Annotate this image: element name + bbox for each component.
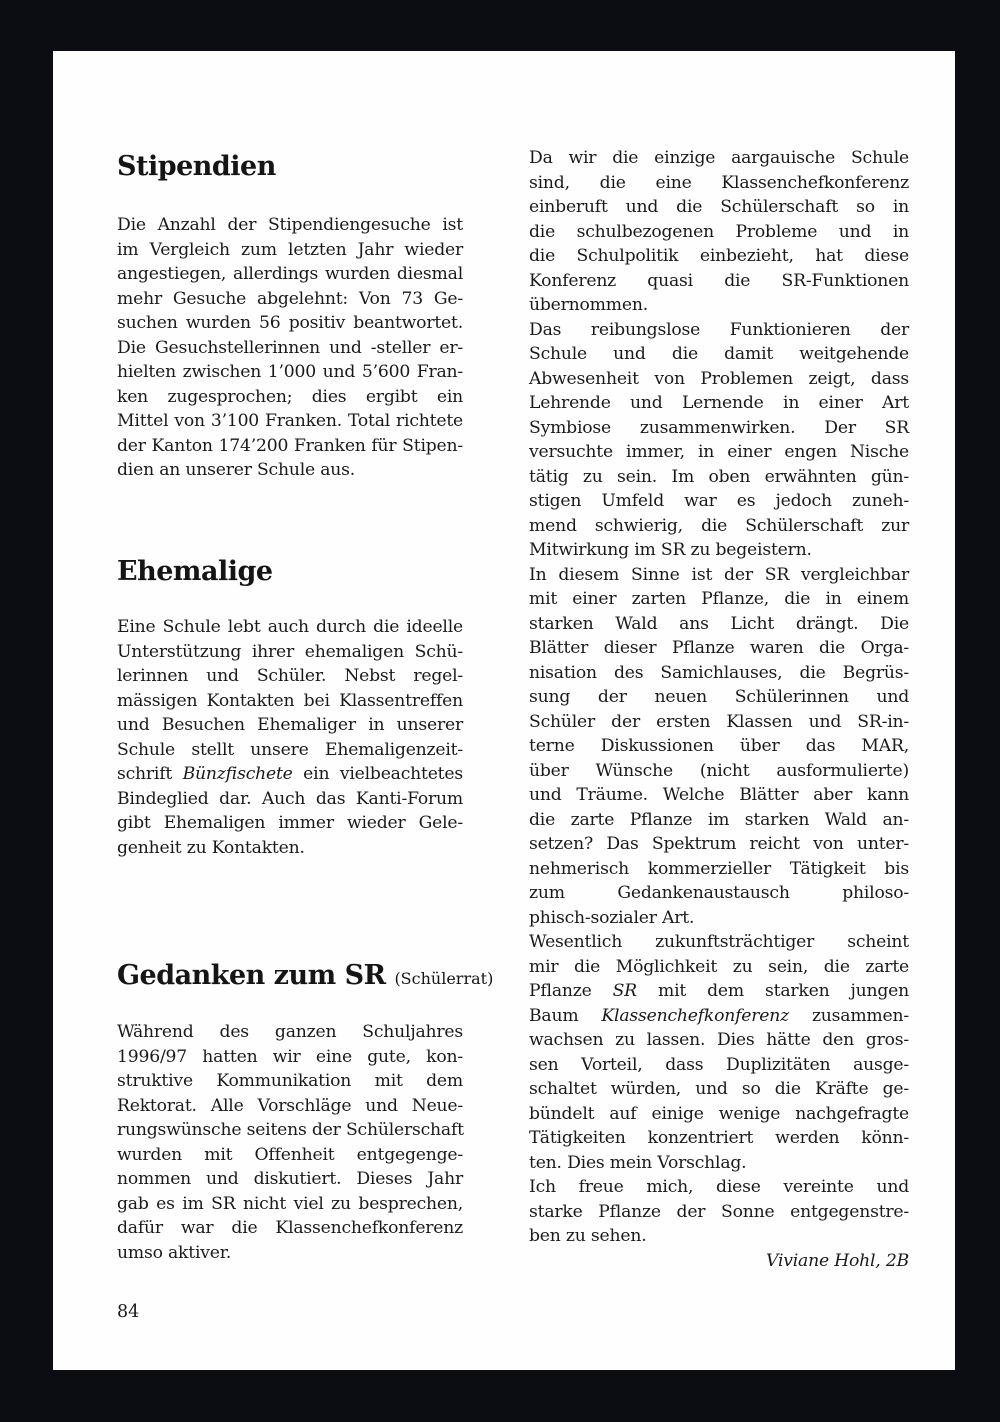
document-page [53, 51, 955, 1370]
heading-subtitle: (Schülerrat) [394, 969, 494, 988]
text-line: Die Anzahl der Stipendiengesuche ist [117, 215, 463, 235]
text-run: Baum [529, 1005, 602, 1026]
text-line: nehmerisch kommerzieller Tätigkeit bis [529, 858, 909, 879]
text-line: Unterstützung ihrer ehemaligen Schü- [117, 641, 463, 662]
text-line: und Träume. Welche Blätter aber kann [529, 785, 909, 805]
text-line: Abwesenheit von Problemen zeigt, dass [529, 368, 909, 389]
text-line: genheit zu Kontakten. [117, 837, 305, 858]
text-line: übernommen. [529, 295, 648, 315]
text-line: Mitwirkung im SR zu begeistern. [529, 540, 812, 560]
section-heading-ehemalige: Ehemalige [117, 556, 273, 587]
text-line: ben zu sehen. [529, 1226, 647, 1246]
text-line: sind, die eine Klassenchefkonferenz [529, 172, 909, 193]
text-run: schrift [117, 764, 183, 784]
text-line: setzen? Das Spektrum reicht von unter- [529, 834, 909, 854]
text-line: bündelt auf einige wenige nachgefragte [529, 1103, 909, 1124]
text-line: dien an unserer Schule aus. [117, 460, 356, 480]
text-line: Mittel von 3’100 Franken. Total richtete [117, 411, 463, 431]
text-line: Das reibungslose Funktionieren der [529, 319, 909, 340]
page-number: 84 [117, 1302, 140, 1322]
text-line: Bindeglied dar. Auch das Kanti-Forum [117, 788, 463, 809]
text-line: wurden mit Offenheit entgegenge- [117, 1144, 463, 1165]
text-line: In diesem Sinne ist der SR vergleichbar [529, 564, 909, 585]
text-line: tätig zu sein. Im oben erwähnten gün- [529, 466, 909, 487]
text-line: Ich freue mich, diese vereinte und [529, 1177, 909, 1197]
paragraph-right-5 [529, 1175, 909, 1249]
signature-block [529, 1249, 909, 1274]
text-line: Die Gesuchstellerinnen und -steller er- [117, 337, 463, 358]
text-line: Blätter dieser Pflanze waren die Orga- [529, 638, 909, 658]
section-heading-gedanken-zum-sr [117, 960, 493, 991]
text-line: mehr Gesuche abgelehnt: Von 73 Ge- [117, 288, 463, 309]
text-line [529, 1004, 909, 1029]
text-run: ein vielbeachtetes [292, 764, 463, 784]
text-line: struktive Kommunikation mit dem [117, 1071, 463, 1091]
text-line: mir die Möglichkeit zu sein, die zarte [529, 956, 909, 977]
text-line: Schule stellt unsere Ehemaligenzeit- [117, 739, 463, 760]
text-line [529, 979, 909, 1004]
text-line: Schule und die damit weitgehende [529, 344, 909, 364]
text-line: die schulbezogenen Probleme und in [529, 221, 909, 242]
text-line: hielten zwischen 1’000 und 5’600 Fran- [117, 362, 463, 382]
text-line: stigen Umfeld war es jedoch zuneh- [529, 491, 909, 511]
italic-term: Bünzfischete [182, 764, 293, 784]
text-line: die zarte Pflanze im starken Wald an- [529, 809, 909, 830]
text-line: versuchte immer, in einer engen Nische [529, 442, 909, 462]
text-line: über Wünsche (nicht ausformulierte) [529, 760, 909, 781]
paragraph-ehemalige [117, 615, 463, 860]
text-line: Da wir die einzige aargauische Schule [529, 148, 909, 168]
italic-term: SR [612, 981, 637, 1001]
text-line: ken zugesprochen; dies ergibt ein [117, 386, 463, 407]
italic-term: Klassenchefkonferenz [601, 1005, 789, 1026]
text-run: Pflanze [529, 981, 613, 1001]
text-line: starken Wald ans Licht drängt. Die [529, 613, 909, 634]
text-line: Während des ganzen Schuljahres [117, 1022, 463, 1042]
text-line: angestiegen, allerdings wurden diesmal [117, 264, 463, 284]
text-line: wachsen zu lassen. Dies hätte den gros- [529, 1030, 909, 1050]
text-run: mit dem starken jungen [636, 981, 909, 1001]
paragraph-gedanken [117, 1020, 463, 1265]
text-line: rungswünsche seitens der Schülerschaft [117, 1120, 464, 1140]
text-line: schaltet würden, und so die Kräfte ge- [529, 1079, 909, 1099]
text-line: und Besuchen Ehemaliger in unserer [117, 715, 463, 735]
text-line: die Schulpolitik einbezieht, hat diese [529, 246, 909, 266]
text-line: terne Diskussionen über das MAR, [529, 736, 909, 756]
text-line: Symbiose zusammenwirken. Der SR [529, 417, 909, 438]
text-run: zusammen- [788, 1005, 909, 1026]
text-line: zum Gedankenaustausch philoso- [529, 883, 909, 903]
text-line: mit einer zarten Pflanze, die in einem [529, 589, 909, 609]
text-line: einberuft und die Schülerschaft so in [529, 197, 909, 217]
section-heading-stipendien: Stipendien [117, 151, 276, 182]
paragraph-stipendien [117, 213, 463, 483]
text-line: 1996/97 hatten wir eine gute, kon- [117, 1046, 463, 1067]
text-line: im Vergleich zum letzten Jahr wieder [117, 239, 463, 260]
text-line: gab es im SR nicht viel zu besprechen, [117, 1193, 463, 1214]
text-line: Konferenz quasi die SR-Funktionen [529, 270, 909, 291]
text-line: Eine Schule lebt auch durch die ideelle [117, 617, 463, 637]
author-signature: Viviane Hohl, 2B [766, 1251, 909, 1271]
text-line: mend schwierig, die Schülerschaft zur [529, 515, 909, 536]
text-line: sung der neuen Schülerinnen und [529, 687, 909, 707]
text-line: gibt Ehemaligen immer wieder Gele- [117, 813, 463, 833]
text-line: nisation des Samichlauses, die Begrüs- [529, 662, 909, 683]
text-line: mässigen Kontakten bei Klassentreffen [117, 690, 463, 711]
text-line: nommen und diskutiert. Dieses Jahr [117, 1169, 463, 1189]
text-line: lerinnen und Schüler. Nebst regel- [117, 666, 463, 686]
paragraph-right-1 [529, 146, 909, 318]
text-line: Rektorat. Alle Vorschläge und Neue- [117, 1095, 463, 1116]
text-line: sen Vorteil, dass Duplizitäten ausge- [529, 1054, 909, 1075]
text-line: phisch-sozialer Art. [529, 907, 695, 928]
text-line: Tätigkeiten konzentriert werden könn- [529, 1128, 909, 1148]
text-line [117, 762, 463, 787]
text-line: suchen wurden 56 positiv beantwortet. [117, 313, 463, 333]
paragraph-right-4 [529, 930, 909, 1175]
text-line: ten. Dies mein Vorschlag. [529, 1152, 747, 1173]
paragraph-right-3 [529, 563, 909, 931]
paragraph-right-2 [529, 318, 909, 563]
heading-text: Gedanken zum SR [117, 960, 386, 991]
text-line: Lehrende und Lernende in einer Art [529, 393, 909, 413]
text-line: Wesentlich zukunftsträchtiger scheint [529, 932, 909, 952]
text-line: starke Pflanze der Sonne entgegenstre- [529, 1201, 909, 1222]
text-line: umso aktiver. [117, 1242, 232, 1263]
text-line: der Kanton 174’200 Franken für Stipen- [117, 435, 463, 456]
text-line: Schüler der ersten Klassen und SR-in- [529, 711, 909, 732]
text-line: dafür war die Klassenchefkonferenz [117, 1218, 463, 1238]
